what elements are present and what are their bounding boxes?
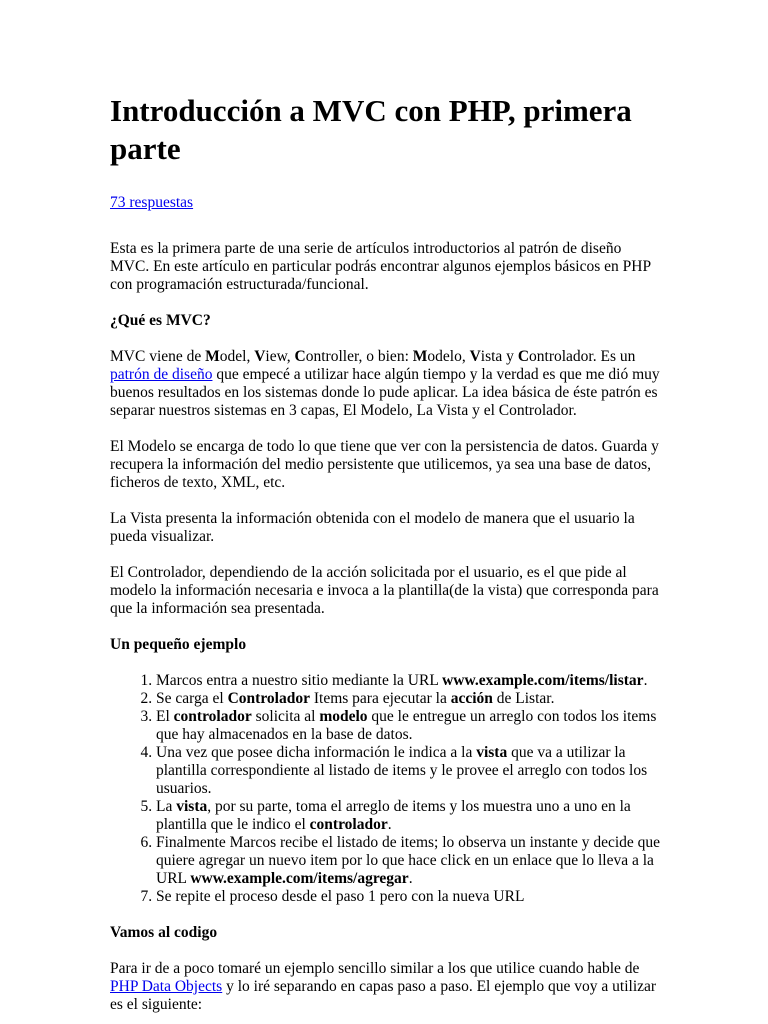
list-item [156,798,662,834]
bold-letter: C [294,348,306,365]
bold-term: acción [450,690,493,707]
list-item [156,672,662,690]
bold-letter: V [254,348,266,365]
list-item [156,744,662,798]
text-span: ontroller, o bien: [305,348,413,365]
text-span: Marcos entra a nuestro sitio mediante la URL [156,672,443,689]
bold-term: vista [476,744,508,761]
text-span: . [643,672,648,689]
text-span: La [156,798,177,815]
model-paragraph: El Modelo se encarga de todo lo que tiene que ver con la persistencia de datos. Guarda y recupera la información del medio persistente que utilicemos, ya sea una base de datos, ficheros de texto, XML, etc. [110,438,659,491]
bold-term: modelo [319,708,368,725]
design-pattern-link[interactable]: patrón de diseño [110,366,213,383]
intro-paragraph: Esta es la primera parte de una serie de artículos introductorios al patrón de diseño MVC. En este artículo en particular podrás encontrar algunos ejemplos básicos en PHP con programación estructurada/funcional. [110,240,651,293]
view-paragraph: La Vista presenta la información obtenida con el modelo de manera que el usuario la pueda visualizar. [110,510,635,545]
text-span: que va a utilizar la plantilla correspondiente al listado de items y le provee el arreglo con todos los usuarios. [156,744,648,797]
replies-link[interactable]: 73 respuestas [110,194,194,211]
text-span: Para ir de a poco tomaré un ejemplo sencillo similar a los que utilice cuando hable de [110,960,640,977]
list-item [156,834,662,888]
section-heading-example: Un pequeño ejemplo [110,636,247,653]
text-span: odel, [219,348,255,365]
text-span: Finalmente Marcos recibe el listado de items; lo observa un instante y decide que quiere agregar un nuevo item por lo que hace click en un enlace que lo lleva a la URL [156,834,661,887]
section-heading-mvc: ¿Qué es MVC? [110,312,211,329]
bold-term: controlador [309,816,388,833]
text-span: Items para ejecutar la [309,690,451,707]
text-span: iew, [265,348,295,365]
text-span: que empecé a utilizar hace algún tiempo y la verdad es que me dió muy buenos resultados en los sistemas donde lo pude aplicar. La idea básica de éste patrón es separar nuestros sistemas en 3 capas, El Modelo, La Vista y el Controlador. [110,366,660,419]
php-data-objects-link[interactable]: PHP Data Objects [110,978,223,995]
bold-letter: M [412,348,428,365]
text-span: ista y [480,348,518,365]
text-span: El [156,708,174,725]
text-span: Se carga el [156,690,228,707]
bold-letter: C [517,348,530,365]
bold-term: controlador [173,708,252,725]
bold-url: www.example.com/items/agregar [190,870,409,887]
text-span: odelo, [427,348,470,365]
code-intro-paragraph [110,960,662,1014]
replies-row [110,194,662,212]
text-span: Una vez que posee dicha información le indica a la [156,744,477,761]
controller-paragraph: El Controlador, dependiendo de la acción solicitada por el usuario, es el que pide al modelo la información necesaria e invoca a la plantilla(de la vista) que corresponda para que la información sea presentada. [110,564,659,617]
text-span: MVC viene de [110,348,206,365]
text-span: . [408,870,413,887]
bold-letter: M [205,348,220,365]
mvc-definition-paragraph [110,348,662,420]
text-span: de Listar. [492,690,555,707]
list-item [156,708,662,744]
section-heading-code: Vamos al codigo [110,924,218,941]
text-span: . [387,816,392,833]
bold-url: www.example.com/items/listar [442,672,644,689]
text-span: solicita al [251,708,320,725]
article-title: Introducción a MVC con PHP, primera parte [110,93,632,166]
bold-letter: V [469,348,481,365]
list-item [156,690,662,708]
list-item [156,888,662,906]
bold-term: vista [176,798,208,815]
text-span: Se repite el proceso desde el paso 1 pero con la nueva URL [156,888,525,905]
article-content [110,92,662,1014]
example-steps-list [110,672,662,906]
text-span: que le entregue un arreglo con todos los items que hay almacenados en la base de datos. [156,708,657,743]
text-span: y lo iré separando en capas paso a paso. El ejemplo que voy a utilizar es el siguiente: [110,978,657,1013]
text-span: ontrolador. Es un [529,348,636,365]
bold-term: Controlador [227,690,310,707]
text-span: , por su parte, toma el arreglo de items y los muestra uno a uno en la plantilla que le indico el [156,798,631,833]
